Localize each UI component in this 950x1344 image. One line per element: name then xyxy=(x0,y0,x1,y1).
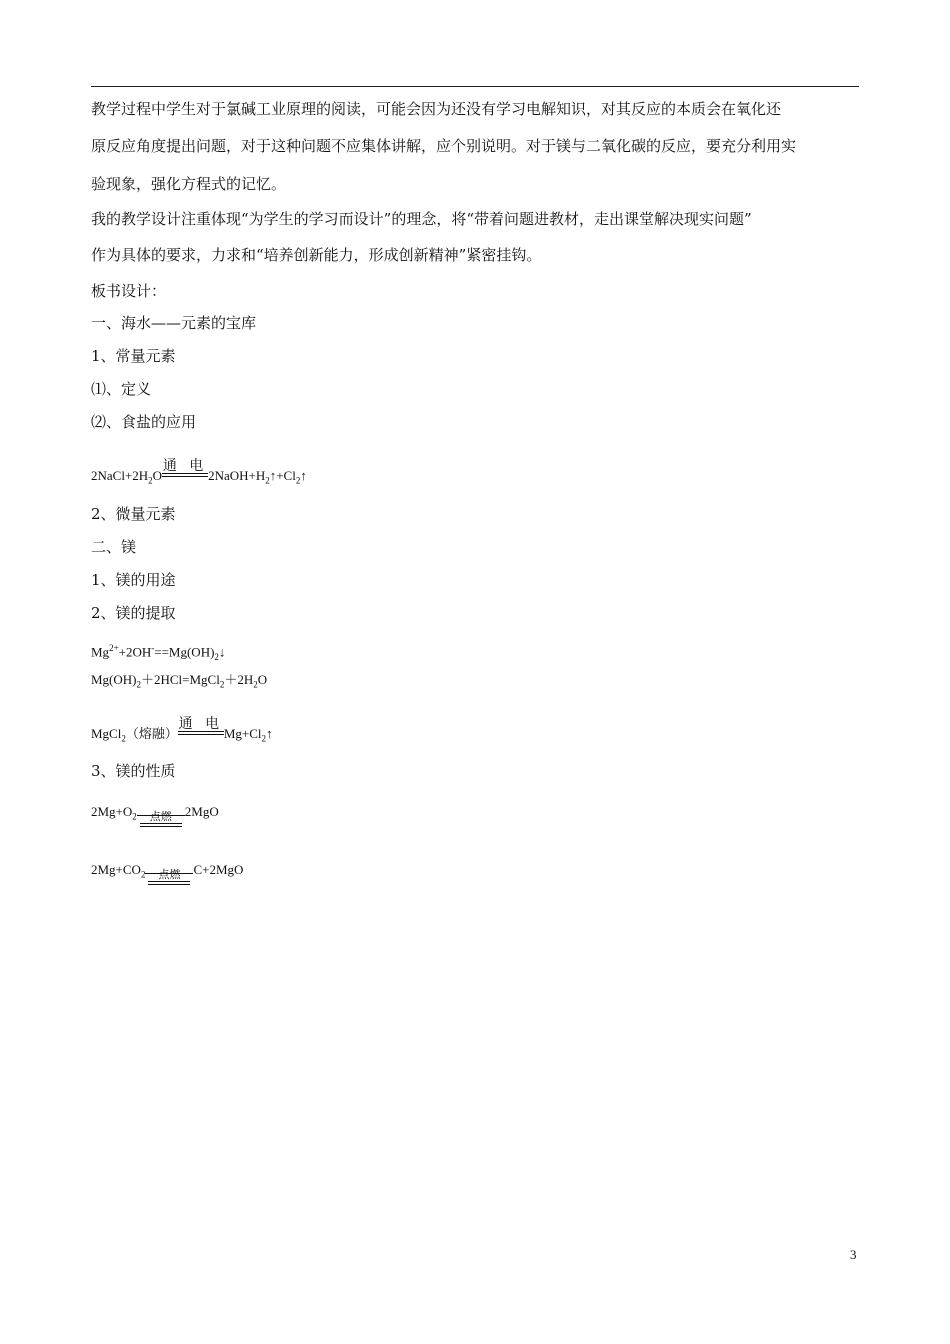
paragraph-line-2: 原反应角度提出问题，对于这种问题不应集体讲解，应个别说明。对于镁与二氧化碳的反应，要充分利用实 xyxy=(91,137,797,155)
page-number: 3 xyxy=(850,1247,857,1262)
board-title: 板书设计： xyxy=(91,282,167,300)
equation-chlor-alkali: $2NaCl+2H_2O$ 通 电 $2NaOH+H_2↑+Cl_2↑$ xyxy=(91,458,307,486)
item-salt-application: ⑵、食盐的应用 xyxy=(91,413,197,431)
item-constant-elements: 1、常量元素 xyxy=(91,347,176,365)
paragraph-line-1: 教学过程中学生对于氯碱工业原理的阅读，可能会因为还没有学习电解知识，对其反应的本质会在氧化还 xyxy=(91,100,782,118)
equation-mg-oxygen: $2Mg+O_2$ 点燃 2MgO xyxy=(91,802,219,827)
item-trace-elements: 2、微量元素 xyxy=(91,505,176,523)
item-mg-properties: 3、镁的性质 xyxy=(91,762,176,780)
paragraph-line-5: 作为具体的要求，力求和“培养创新能力，形成创新精神”紧密挂钩。 xyxy=(91,246,542,264)
condition-ignite: 点燃 xyxy=(149,810,172,823)
equation-mg-electrolysis: MgCl$_2$（熔融） 通 电 $Mg+Cl_2↑$ xyxy=(91,716,273,744)
paragraph-line-4: 我的教学设计注重体现“为学生的学习而设计”的理念，将“带着问题进教材，走出课堂解决现实问题” xyxy=(91,210,752,228)
item-definition: ⑴、定义 xyxy=(91,380,152,398)
item-mg-uses: 1、镁的用途 xyxy=(91,571,176,589)
item-mg-extraction: 2、镁的提取 xyxy=(91,604,176,622)
paragraph-line-3: 验现象，强化方程式的记忆。 xyxy=(91,175,287,193)
equation-mg-chloride: $Mg(OH)_2+2HCl=MgCl_2+2H_2O$ xyxy=(91,672,268,690)
equation-mg-hydroxide: $Mg^{2+}+2OH^-==Mg(OH)_2↓$ xyxy=(91,643,226,662)
condition-ignite-2: 点燃 xyxy=(158,868,181,881)
section-heading-2: 二、镁 xyxy=(91,538,137,556)
section-heading-1: 一、海水——元素的宝库 xyxy=(91,314,257,332)
condition-electrolysis-2: 通 电 xyxy=(178,716,224,732)
equation-mg-co2: $2Mg+CO_2$ 点燃 C+2MgO xyxy=(91,860,243,885)
header-rule xyxy=(91,86,859,87)
condition-electrolysis: 通 电 xyxy=(162,458,208,474)
